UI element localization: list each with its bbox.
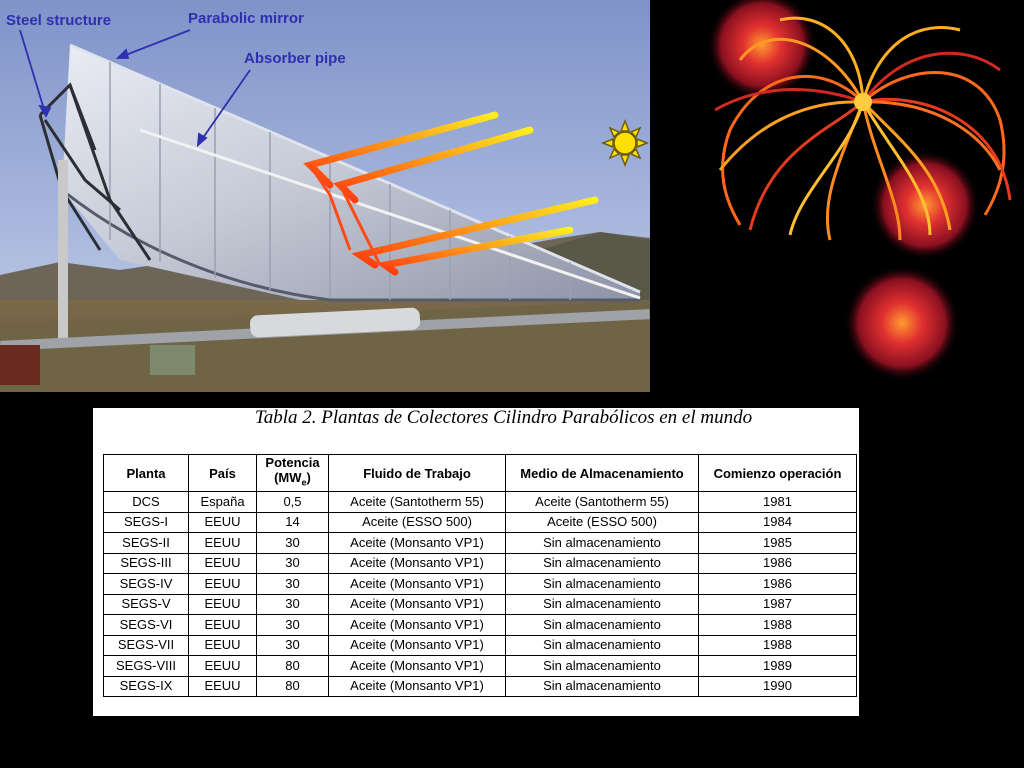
- cell-planta: SEGS-IX: [104, 676, 189, 697]
- cell-potencia: 30: [257, 615, 329, 636]
- cell-planta: SEGS-III: [104, 553, 189, 574]
- plants-table: [103, 454, 857, 697]
- header-potencia: [257, 455, 329, 492]
- cell-comienzo: 1987: [699, 594, 857, 615]
- header-potencia-label: Potencia: [265, 455, 320, 471]
- cell-fluido: Aceite (Monsanto VP1): [329, 574, 506, 595]
- cell-potencia: 30: [257, 553, 329, 574]
- table-row: [104, 574, 857, 595]
- table-header-row: [104, 455, 857, 492]
- cell-pais: EEUU: [189, 615, 257, 636]
- cell-comienzo: 1988: [699, 615, 857, 636]
- cell-comienzo: 1989: [699, 656, 857, 677]
- label-absorber-pipe: Absorber pipe: [244, 50, 346, 67]
- cell-planta: SEGS-VI: [104, 615, 189, 636]
- cell-planta: SEGS-I: [104, 512, 189, 533]
- cell-medio: Sin almacenamiento: [506, 615, 699, 636]
- header-medio: Medio de Almacenamiento: [506, 455, 699, 492]
- cell-fluido: Aceite (Santotherm 55): [329, 492, 506, 513]
- firework-graphic: [700, 0, 1024, 390]
- cell-pais: EEUU: [189, 656, 257, 677]
- cell-potencia: 80: [257, 676, 329, 697]
- cell-medio: Aceite (ESSO 500): [506, 512, 699, 533]
- table-title: Tabla 2. Plantas de Colectores Cilindro Parabólicos en el mundo: [254, 407, 753, 428]
- cell-planta: SEGS-VII: [104, 635, 189, 656]
- table-row: [104, 512, 857, 533]
- cell-pais: EEUU: [189, 676, 257, 697]
- header-planta: Planta: [104, 455, 189, 492]
- cell-comienzo: 1988: [699, 635, 857, 656]
- cell-comienzo: 1986: [699, 574, 857, 595]
- cell-fluido: Aceite (Monsanto VP1): [329, 656, 506, 677]
- cell-fluido: Aceite (Monsanto VP1): [329, 533, 506, 554]
- header-pais: País: [189, 455, 257, 492]
- cell-medio: Sin almacenamiento: [506, 553, 699, 574]
- table-row: [104, 615, 857, 636]
- cell-potencia: 30: [257, 635, 329, 656]
- collector-photo: [0, 0, 650, 392]
- cell-pais: EEUU: [189, 533, 257, 554]
- table-row: [104, 656, 857, 677]
- cell-potencia: 80: [257, 656, 329, 677]
- table-row: [104, 635, 857, 656]
- header-fluido: Fluido de Trabajo: [329, 455, 506, 492]
- cell-comienzo: 1986: [699, 553, 857, 574]
- table-row: [104, 553, 857, 574]
- cell-planta: DCS: [104, 492, 189, 513]
- cell-fluido: Aceite (Monsanto VP1): [329, 676, 506, 697]
- cell-pais: EEUU: [189, 635, 257, 656]
- cell-pais: EEUU: [189, 594, 257, 615]
- cell-potencia: 30: [257, 594, 329, 615]
- cell-medio: Sin almacenamiento: [506, 676, 699, 697]
- cell-planta: SEGS-IV: [104, 574, 189, 595]
- cell-potencia: 14: [257, 512, 329, 533]
- cell-medio: Aceite (Santotherm 55): [506, 492, 699, 513]
- cell-medio: Sin almacenamiento: [506, 533, 699, 554]
- cell-comienzo: 1981: [699, 492, 857, 513]
- cell-comienzo: 1990: [699, 676, 857, 697]
- plants-table-panel: [93, 408, 859, 716]
- table-row: [104, 533, 857, 554]
- header-potencia-unit: (MW: [274, 470, 302, 486]
- cell-medio: Sin almacenamiento: [506, 656, 699, 677]
- cell-pais: EEUU: [189, 574, 257, 595]
- header-potencia-close: ): [306, 470, 311, 486]
- cell-planta: SEGS-V: [104, 594, 189, 615]
- cell-pais: EEUU: [189, 553, 257, 574]
- label-parabolic-mirror: Parabolic mirror: [188, 10, 304, 27]
- cell-comienzo: 1984: [699, 512, 857, 533]
- cell-medio: Sin almacenamiento: [506, 594, 699, 615]
- cell-fluido: Aceite (Monsanto VP1): [329, 553, 506, 574]
- sun-icon: [603, 121, 647, 165]
- cell-fluido: Aceite (Monsanto VP1): [329, 635, 506, 656]
- header-potencia-sub: e: [301, 477, 307, 488]
- cell-potencia: 30: [257, 533, 329, 554]
- cell-pais: EEUU: [189, 512, 257, 533]
- cell-fluido: Aceite (Monsanto VP1): [329, 615, 506, 636]
- table-row: [104, 676, 857, 697]
- cell-planta: SEGS-II: [104, 533, 189, 554]
- label-steel-structure: Steel structure: [6, 12, 112, 29]
- cell-medio: Sin almacenamiento: [506, 635, 699, 656]
- cell-pais: España: [189, 492, 257, 513]
- cell-fluido: Aceite (ESSO 500): [329, 512, 506, 533]
- table-row: [104, 492, 857, 513]
- cell-potencia: 30: [257, 574, 329, 595]
- header-comienzo: Comienzo operación: [699, 455, 857, 492]
- cell-medio: Sin almacenamiento: [506, 574, 699, 595]
- cell-fluido: Aceite (Monsanto VP1): [329, 594, 506, 615]
- cell-comienzo: 1985: [699, 533, 857, 554]
- table-row: [104, 594, 857, 615]
- cell-potencia: 0,5: [257, 492, 329, 513]
- firework-decoration: [700, 0, 1024, 390]
- cell-planta: SEGS-VIII: [104, 656, 189, 677]
